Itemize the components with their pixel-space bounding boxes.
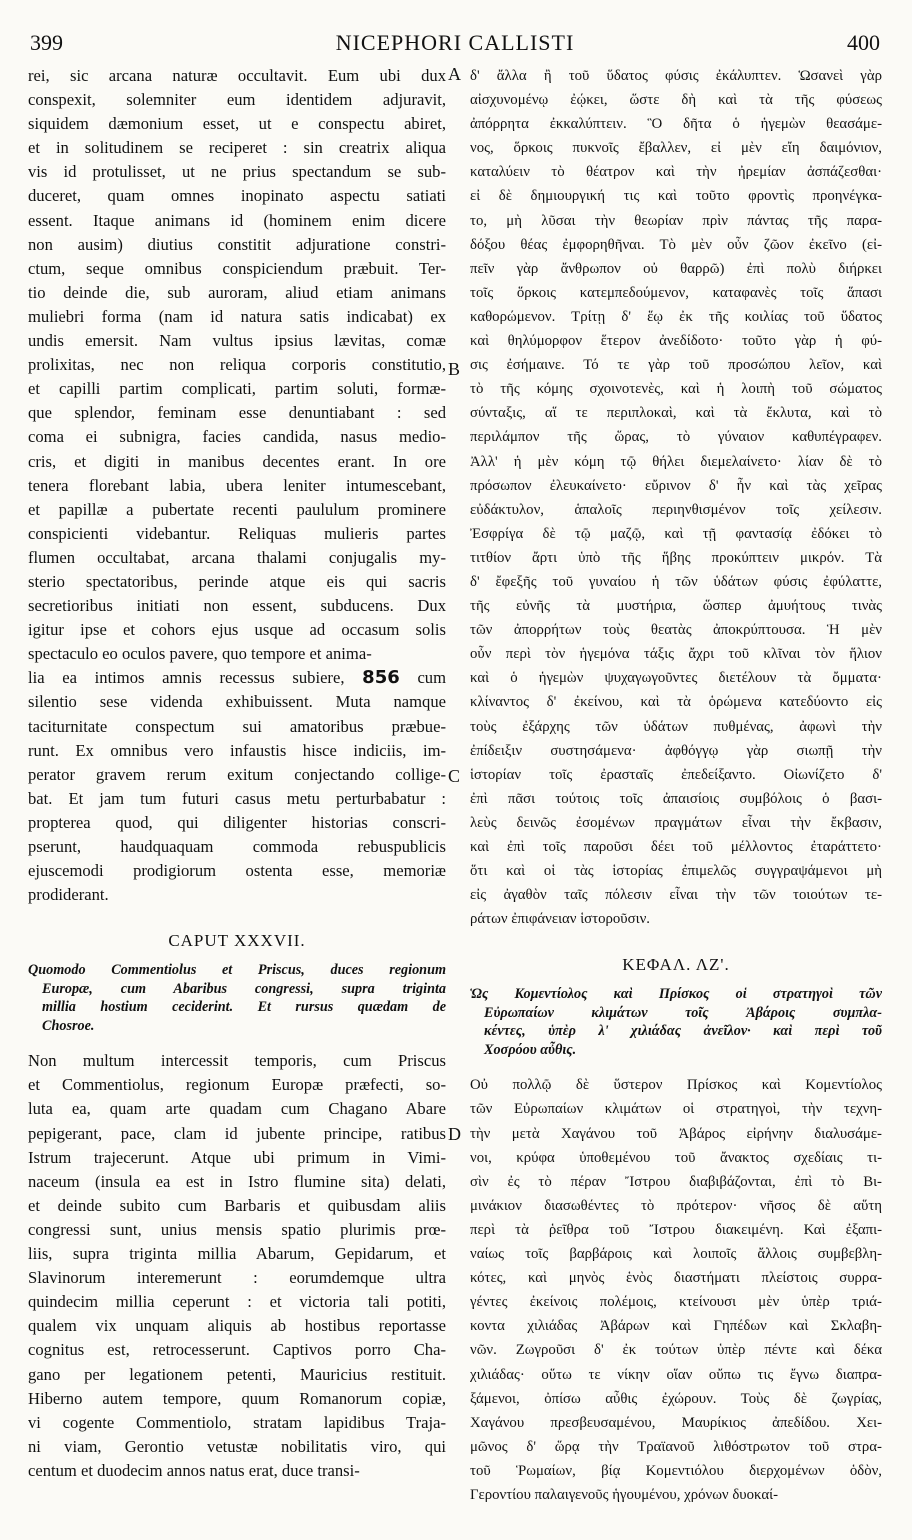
text-line: τιτθίον ἄρτι ὑπὸ τῆς ἥβης προκύπτειν μικρόν. Τὰ (470, 549, 882, 566)
text-line: et Commentiolus, regionum Europæ præfecti, so- (28, 1075, 446, 1095)
text-line: bat. Et jam tum futuri casus metu perturbabatur : (28, 788, 446, 808)
text-line: τοῖς ὅρκοις κατεμπεδούμενον, καταφανὲς τοῖς ἅπασι (470, 284, 882, 301)
text-line: liis, supra triginta millia Abarum, Gepidarum, et (28, 1244, 446, 1264)
text-line: runt. Ex omnibus vero infaustis hisce indiciis, im- (28, 740, 446, 760)
text-line: κότες, καὶ μηνὸς ἑνὸς διαστήματι πλείστοις συρρα- (470, 1270, 882, 1287)
text-line: spectaculo eo oculos pavere, quo tempore et anima- (28, 644, 372, 664)
text-line: οὖν περὶ τὸν ἡγεμόνα τάξις ἄχρι τοῦ κλῖναι τὸν ἥλιον (470, 646, 882, 663)
summary-line: Europæ, cum Abaribus congressi, supra triginta (42, 980, 446, 997)
text-line: vis id protulisset, ut ne prius spectandum se sub- (28, 162, 446, 182)
text-line: et papillæ a pubertate recenti paululum prominere (28, 499, 446, 519)
text-line: εὐδάκτυλον, ἁπαλοῖς περιηνθισμένον τοῖς χείλεσιν. (470, 501, 882, 518)
latin-line-text: lia ea intimos amnis recessus subiere, (28, 668, 345, 688)
text-line: undis emersit. Nam vultus ipsius lævitas, comæ (28, 331, 446, 351)
text-line: σὶν ἐς τὸ πέραν Ἴστρου διαβιβάζονται, ἐπὶ τὸ Βι- (470, 1173, 882, 1190)
greek-text-part-2 (470, 1073, 882, 1507)
text-line: μινάκιον διασωθέντες τὸ πρότερον· νῆσος δὲ αὕτη (470, 1197, 882, 1214)
text-line: Ἀλλ' ἡ μὲν κόμη τῷ θήλει διεμελαίνετο· λίαν δὲ τὸ (470, 453, 882, 470)
text-line: ni viam, Gerontio vetustæ nobilitatis viro, qui (28, 1436, 446, 1456)
text-line: tio deinde die, sub auroram, aliud etiam animans (28, 282, 446, 302)
chapter-title-greek: ΚΕΦΑΛ. ΛΖ'. (622, 955, 730, 975)
text-line: τῶν Εὐρωπαίων κλιμάτων οἱ στρατηγοὶ, τὴν τεχνη- (470, 1101, 882, 1118)
text-line: ejuscemodi prodigiorum ostenta esse, memoriæ (28, 861, 446, 881)
section-marker-d: D (448, 1124, 461, 1144)
text-line: ράτων ἐπιφάνειαν ἱστοροῦσιν. (470, 911, 650, 928)
page-number-right: 400 (847, 30, 880, 55)
text-line: conspicienti videbantur. Reliquas mulieris partes (28, 523, 446, 543)
running-title: NICEPHORI CALLISTI (335, 30, 575, 55)
text-line: καθορώμενον. Τρίτῃ δ' ἕῳ ἐκ τῆς κοιλίας τοῦ ὕδατος (470, 308, 882, 325)
text-line: ἀπόρρητα ἐκκαλύπτειν. Ὃ δῆτα ὁ ἡγεμὼν θεασάμε- (470, 116, 882, 133)
text-line: propterea quod, qui diligenter historias conscri- (28, 812, 446, 832)
page-number-left: 399 (30, 30, 63, 55)
text-line: πρόσωπον ἐλευκαίνετο· εὔρινον δ' ἦν καὶ τὰς χεῖρας (470, 477, 882, 494)
text-line: λεὺς δεινῶς ἐσομένων πραγμάτων εἶναι τὴν ἔκβασιν, (470, 814, 882, 831)
text-line: flumen occultabat, arcana thalami conjugalis my- (28, 547, 446, 567)
text-line: αἰσχυνομένῳ ἐῴκει, ὥστε δὴ καὶ τὰ τῆς φύσεως (470, 92, 882, 109)
text-line: Οὐ πολλῷ δὲ ὕστερον Πρίσκος καὶ Κομεντίολος (470, 1077, 882, 1094)
latin-line-with-column-number (28, 666, 446, 690)
text-line: πεῖν γὰρ ἄνθρωπον οὐ θαρρῶ) ἐπὶ πολὺ διήρκει (470, 260, 882, 277)
latin-text-part-1 (28, 64, 446, 666)
text-line: καὶ θηλύμορφον ἕτερον ἀνεδίδοτο· τοῦτο γὰρ ἡ φύ- (470, 333, 882, 350)
text-line: νῶν. Ζωγροῦσι δ' ἐκ τούτων ὑπὲρ πέντε καὶ δέκα (470, 1342, 882, 1359)
text-line: κοντα χιλιάδας Ἀβάρων καὶ Γηπέδων καὶ Σκλαβη- (470, 1318, 882, 1335)
text-line: νος, ὅρκοις πυκνοῖς ἔβαλλεν, εἰ μὲν εἴη δαιμόνιον, (470, 140, 882, 157)
text-line: qualem vix unquam aliquis ab hostibus reportasse (28, 1316, 446, 1336)
text-line: pepigerant, pace, clam id jubente principe, ratibus (28, 1123, 446, 1143)
text-line: sterio spectatoribus, perinde atque eis qui sacris (28, 571, 446, 591)
text-line: tenera florebant labia, ubera leniter intumescebant, (28, 475, 446, 495)
text-line: Χαγάνου πρεσβευσαμένου, Μαυρίκιος ἀπεδίδου. Χει- (470, 1414, 882, 1431)
text-line: τὸ τῆς κόμης σχοινοτενὲς, καὶ ἡ λοιπὴ τοῦ σώματος (470, 381, 882, 398)
text-line: γέντες ἐκείνοις πολέμοις, κτείνουσι μὲν ὑπὲρ τριά- (470, 1294, 882, 1311)
text-line: Slavinorum interemerunt : eorumdemque ultra (28, 1268, 446, 1288)
text-line: secretioribus initiati non essent, subducens. Dux (28, 596, 446, 616)
text-line: pserunt, haudquaquam commoda rebuspublicis (28, 837, 446, 856)
text-line: siquidem dæmonium esset, ut e conspectu abiret, (28, 114, 446, 134)
text-line: perator gravem rerum exitum conjectando collige- (28, 764, 446, 784)
text-line: vi cogente Commentiolo, stratam lapidibus Traja- (28, 1412, 446, 1432)
summary-line: millia hostium ceciderint. Et rursus quædam de (42, 999, 446, 1016)
latin-text-part-3 (28, 1049, 446, 1483)
text-line: καταλύειν τὸ θέατρον καὶ τὴν ἠρεμίαν ἀσπάζεσθαι· (470, 164, 882, 181)
text-line: luta ea, quam arte quadam cum Chagano Abare (28, 1099, 446, 1119)
summary-line: κέντες, ὑπὲρ λ' χιλιάδας ἀνεῖλον· καὶ περὶ τοῦ (484, 1023, 882, 1040)
greek-text-part-1 (470, 64, 882, 931)
chapter-summary-greek (470, 985, 882, 1059)
text-line: et capilli partim complicati, partim soluti, formæ- (28, 379, 446, 399)
text-line: muliebri forma (nam id natura satis indicabat) ex (28, 306, 446, 326)
text-line: ναίως τοῖς βαρβάροις καὶ λοιποῖς ἄλλοις συμβεβλη- (470, 1246, 882, 1263)
text-line: περὶ τὰ ῥεῖθρα τοῦ Ἴστρου διακειμένη. Καὶ ἐξαπι- (470, 1221, 882, 1238)
text-line: naceum (insula ea est in Istro flumine sita) delati, (28, 1171, 446, 1191)
text-line: Hiberno autem tempore, quum Romanorum copiæ, (28, 1388, 446, 1408)
text-line: εἰ δὲ δημιουργική τις καὶ τοῦτο φροντὶς προηνέγκα- (470, 188, 882, 205)
text-line: δ' ἔφεξῆς τοῦ γυναίου ἡ τῶν ὑδάτων φύσις ἐφύλαττε, (470, 573, 882, 590)
text-line: duceret, quam omnes inopinato aspectu satiati (28, 186, 446, 206)
text-line: ὅτι καὶ οἱ τὰς ἱστορίας ἐπιμελῶς συγγραψάμενοι μὴ (470, 863, 882, 880)
text-line: σις ἐσήμαινε. Τό τε γὰρ τοῦ προσώπου λεῖον, καὶ (470, 357, 882, 374)
text-line: δ' ἄλλα ἢ τοῦ ὕδατος φύσις ἐκάλυπτεν. Ὡσανεὶ γὰρ (470, 68, 882, 84)
text-line: rei, sic arcana naturæ occultavit. Eum ubi dux (28, 66, 446, 85)
column-number: 856 (362, 667, 400, 689)
summary-line: Ὡς Κομεντίολος καὶ Πρίσκος οἱ στρατηγοὶ τῶν (470, 986, 882, 1003)
text-line: ctum, seque omnibus conspiciendum præbuit. Ter- (28, 258, 446, 278)
text-line: congressi sunt, unius mensis spatio plurimis prœ- (28, 1219, 446, 1239)
summary-line: Quomodo Commentiolus et Priscus, duces regionum (28, 962, 446, 979)
text-line: ξάμενοι, ὀπίσω αὖθις ἐχώρουν. Τοὺς δὲ ζωγρίας, (470, 1390, 882, 1407)
latin-column (28, 64, 446, 1483)
latin-line-text: cum (417, 668, 446, 688)
text-line: Istrum trajecerunt. Atque ubi primum in Vimi- (28, 1147, 446, 1167)
text-line: το, μὴ λῦσαι τὴν θεωρίαν πρὶν πάντας τῆς παρα- (470, 212, 882, 229)
text-line: centum et duodecim annos natus erat, duce transi- (28, 1460, 360, 1480)
text-line: non ausim) diutius constitit adjuratione constri- (28, 234, 446, 254)
text-line: silentio sese videnda exhibuissent. Muta namque (28, 692, 446, 712)
section-marker-a: A (448, 64, 461, 84)
text-line: quindecim millia ceperunt : et victoria tali potiti, (28, 1292, 446, 1312)
text-line: cognitus est, retrocesserunt. Captivos porro Cha- (28, 1340, 446, 1360)
text-line: Ἐσφρίγα δὲ τῷ μαζῷ, καὶ τῇ φαντασίᾳ ἐδόκει τὸ (470, 525, 882, 542)
text-line: χιλιάδας· οὕτω τε νίκην οἵαν οὔπω τις ἔγνω διαπρα- (470, 1366, 882, 1383)
text-line: gano per legationem petenti, Mauricius restituit. (28, 1364, 446, 1384)
text-line: κλίναντος δ' ἐκείνου, καὶ τὰ ὁρώμενα κατεδύοντο εἰς (470, 694, 882, 711)
text-line: καὶ ἐπὶ τοῖς παροῦσι δέει τοῦ μέλλοντος ἐταράττετο· (470, 839, 882, 855)
text-line: νοι, κρύφα ὑποθεμένου τοῦ ἄνακτος σχεδίαις τι- (470, 1149, 882, 1166)
text-line: taciturnitate conspectum sui amatoribus præbue- (28, 716, 446, 736)
text-line: Non multum intercessit temporis, cum Priscus (28, 1051, 446, 1071)
summary-line: Χοσρόου αὖθις. (484, 1041, 577, 1058)
chapter-title-latin: CAPUT XXXVII. (168, 931, 306, 951)
text-line: σύνταξις, αἵ τε περιπλοκαὶ, καὶ τὰ ἔκλυτα, καὶ τὸ (470, 405, 882, 422)
text-line: cris, et digiti in manibus decentes erant. In ore (28, 451, 446, 471)
text-line: δόξου θέας ἐμφορηθῆναι. Τὸ μὲν οὖν ζῶον ἐκεῖνο (εἰ- (470, 236, 882, 253)
text-line: igitur ipse et cohors ejus usque ad occasum solis (28, 620, 446, 640)
summary-line: Chosroe. (42, 1017, 95, 1034)
latin-text-part-2 (28, 690, 446, 907)
text-line: περιλάμπον τῆς ὥρας, τὸ γύναιον καθυπέγραφεν. (470, 429, 882, 446)
text-line: ἱστορίαν τοῖς ἐρασταῖς ἐπεδείξαντο. Οἰωνίζετο δ' (470, 766, 882, 783)
text-line: coma ei subnigra, facies candida, nasus medio- (28, 427, 446, 447)
text-line: Γεροντίου παλαιγενοῦς ἡγουμένου, χρόνων δυοκαί- (470, 1486, 779, 1503)
summary-line: Εὐρωπαίων κλιμάτων τοῖς Ἀβάροις συμπλα- (484, 1004, 882, 1021)
text-line: prolixitas, nec non reliqua corporis constitutio, (28, 355, 446, 375)
text-line: καὶ ὁ ἡγεμὼν ψυχαγωγοῦντες διετέλουν τὰ ὄμματα· (470, 670, 882, 687)
text-line: μῶνος δ' ὥρᾳ τὴν Τραϊανοῦ λιθόστρωτον τοῦ στρα- (470, 1438, 882, 1455)
text-line: conspexit, solemniter eum identidem adjuravit, (28, 90, 446, 110)
greek-column (470, 64, 882, 1507)
text-line: τῆς εὐνῆς τὰ μυστήρια, ὥσπερ ἀμυήτους τινὰς (470, 598, 882, 615)
text-line: τὴν μετὰ Χαγάνου τοῦ Ἀβάρος εἰρήνην διαλυσάμε- (470, 1125, 882, 1142)
text-line: τῶν ἀπορρήτων τοὺς θεατὰς ἀποκρύπτουσα. Ἡ μὲν (470, 622, 882, 639)
text-line: et in solitudinem se reciperet : sin creatrix aliqua (28, 138, 446, 158)
section-marker-b: B (448, 359, 461, 379)
text-line: ἐπίδειξιν συστησάμενα· ἀφθόγγῳ γὰρ σιωπῇ τὴν (470, 742, 882, 759)
text-line: τοὺς ἐξάρχης τῶν ὑδάτων πυθμένας, ἀφωνὶ τὴν (470, 718, 882, 735)
text-line: ἐπὶ πᾶσι τούτοις τοῖς ἀπαισίοις συμβόλοις ὁ βασι- (470, 790, 882, 807)
text-line: εἰς ἀγαθὸν ταῖς πόλεσιν εἶναι τὴν τῶν τοιούτων τε- (470, 887, 882, 904)
section-marker-c: C (448, 766, 461, 786)
text-line: essent. Itaque animans id (hominem enim dicere (28, 210, 446, 230)
text-line: prodiderant. (28, 885, 109, 905)
text-line: que splendor, feminam esse denuntiabant : sed (28, 403, 446, 423)
text-line: τοῦ Ῥωμαίων, βίᾳ Κομεντιόλου διερχομένων ὁδὸν, (470, 1462, 882, 1479)
text-line: et deinde subito cum Barbaris et quibusdam aliis (28, 1195, 446, 1215)
page-header (30, 30, 880, 60)
chapter-summary-latin (28, 961, 446, 1035)
